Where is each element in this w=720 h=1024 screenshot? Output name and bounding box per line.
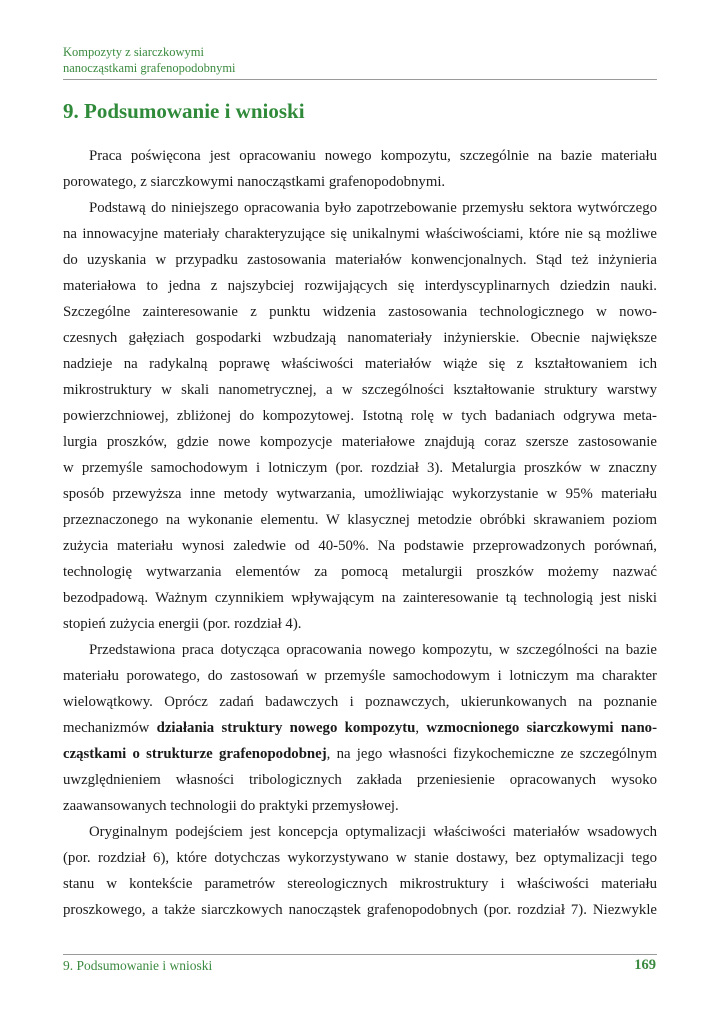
- text-line: lurgia proszków, gdzie nowe kompozycje materiałowe znajdują coraz szersze zastosowanie: [63, 434, 657, 450]
- running-header: [63, 44, 236, 76]
- text-line: Szczególne zainteresowanie z punktu widzenia zastosowania technologicznego w nowo-: [63, 304, 657, 320]
- footer-section-title: 9. Podsumowanie i wnioski: [63, 958, 213, 973]
- text-line: Oryginalnym podejściem jest koncepcja optymalizacji właściwości materiałów wsadowych: [89, 824, 657, 840]
- text-line: porowatego, z siarczkowymi nanocząstkami grafenopodobnymi.: [63, 174, 446, 190]
- text-line: technologię wytwarzania elementów za pomocą metalurgii proszków możemy nazwać: [63, 564, 657, 580]
- text-line: [63, 741, 657, 767]
- text-line: zaawansowanych technologii do praktyki przemysłowej.: [63, 798, 399, 814]
- text-line: sposób przewyższa inne metody wytwarzania, umożliwiając wykorzystanie w 95% materiału: [63, 486, 657, 502]
- text-line: zużycia materiału wynosi zaledwie od 40-50%. Na podstawie przeprowadzonych porównań,: [63, 538, 657, 554]
- text-line: w przemyśle samochodowym i lotniczym (por. rozdział 3). Metalurgia proszków w znaczny: [63, 460, 657, 476]
- text-line: Podstawą do niniejszego opracowania było zapotrzebowanie przemysłu sektora wytwórczego: [89, 200, 657, 216]
- paragraph-2: [63, 195, 657, 637]
- text-line: do uzyskania w przypadku zastosowania materiałów konwencjonalnych. Stąd też inżynieria: [63, 252, 657, 268]
- paragraph-1: [63, 143, 657, 195]
- chapter-title: 9. Podsumowanie i wnioski: [63, 99, 305, 123]
- text-line: [63, 715, 657, 741]
- page-number: 169: [634, 957, 656, 973]
- running-header-line-1: Kompozyty z siarczkowymi: [63, 45, 204, 59]
- text-line: stopień zużycia energii (por. rozdział 4).: [63, 616, 302, 632]
- text-run: mechanizmów: [63, 720, 157, 736]
- footer-divider: [63, 954, 657, 955]
- text-line: Praca poświęcona jest opracowaniu nowego kompozytu, szczególnie na bazie materiału: [89, 148, 657, 164]
- text-line: przeznaczonego na wykonanie elementu. W klasycznej metodzie obróbki skrawaniem poziom: [63, 512, 657, 528]
- text-line: mikrostruktury w skali nanometrycznej, a w szczególności kształtowanie struktury warstwy: [63, 382, 657, 398]
- text-run: , na jego własności fizykochemiczne ze szczególnym: [326, 746, 657, 762]
- paragraph-4: [63, 819, 657, 923]
- text-line: Przedstawiona praca dotycząca opracowania nowego kompozytu, w szczególności na bazie: [89, 642, 657, 658]
- bold-phrase: cząstkami o strukturze grafenopodobnej: [63, 746, 327, 762]
- text-line: bezodpadową. Ważnym czynnikiem wpływającym na zainteresowanie tą technologią jest niski: [63, 590, 657, 606]
- running-header-line-2: nanocząstkami grafenopodobnymi: [63, 61, 236, 75]
- text-line: wielowątkowy. Oprócz zadań badawczych i poznawczych, ukierunkowanych na poznanie: [63, 694, 657, 710]
- text-line: stanu w kontekście parametrów stereologicznych mikrostruktury i właściwości materiału: [63, 876, 657, 892]
- text-line: uwzględnieniem własności tribologicznych zakłada przeniesienie opracowanych wysoko: [63, 772, 657, 788]
- text-line: materiałowa to jedna z najszybciej rozwijających się interdyscyplinarnych dziedzin nauki.: [63, 278, 657, 294]
- text-line: na innowacyjne materiały charakteryzujące się unikalnymi właściwościami, które nie są możliwe: [63, 226, 657, 242]
- paragraph-3: [63, 637, 657, 819]
- text-line: nadzieje na radykalną poprawę właściwości materiałów wiąże się z kształtowaniem ich: [63, 356, 657, 372]
- text-line: proszkowego, a także siarczkowych nanocząstek grafenopodobnych (por. rozdział 7). Niezwykle: [63, 902, 657, 918]
- text-line: (por. rozdział 6), które dotychczas wykorzystywano w stanie dostawy, bez optymalizacji tego: [63, 850, 657, 866]
- text-run: ,: [415, 720, 427, 736]
- body-text: [63, 143, 657, 923]
- text-line: powierzchniowej, zbliżonej do kompozytowej. Istotną rolę w tych badaniach odgrywa meta-: [63, 408, 657, 424]
- header-divider: [63, 79, 657, 80]
- bold-phrase: działania struktury nowego kompozytu: [156, 720, 416, 736]
- bold-phrase: wzmocnionego siarczkowymi nano-: [426, 720, 657, 736]
- text-line: materiału porowatego, do zastosowań w przemyśle samochodowym i lotniczym ma charakter: [63, 668, 657, 684]
- text-line: czesnych gałęziach gospodarki wzbudzają nanomateriały inżynierskie. Obecnie największe: [63, 330, 657, 346]
